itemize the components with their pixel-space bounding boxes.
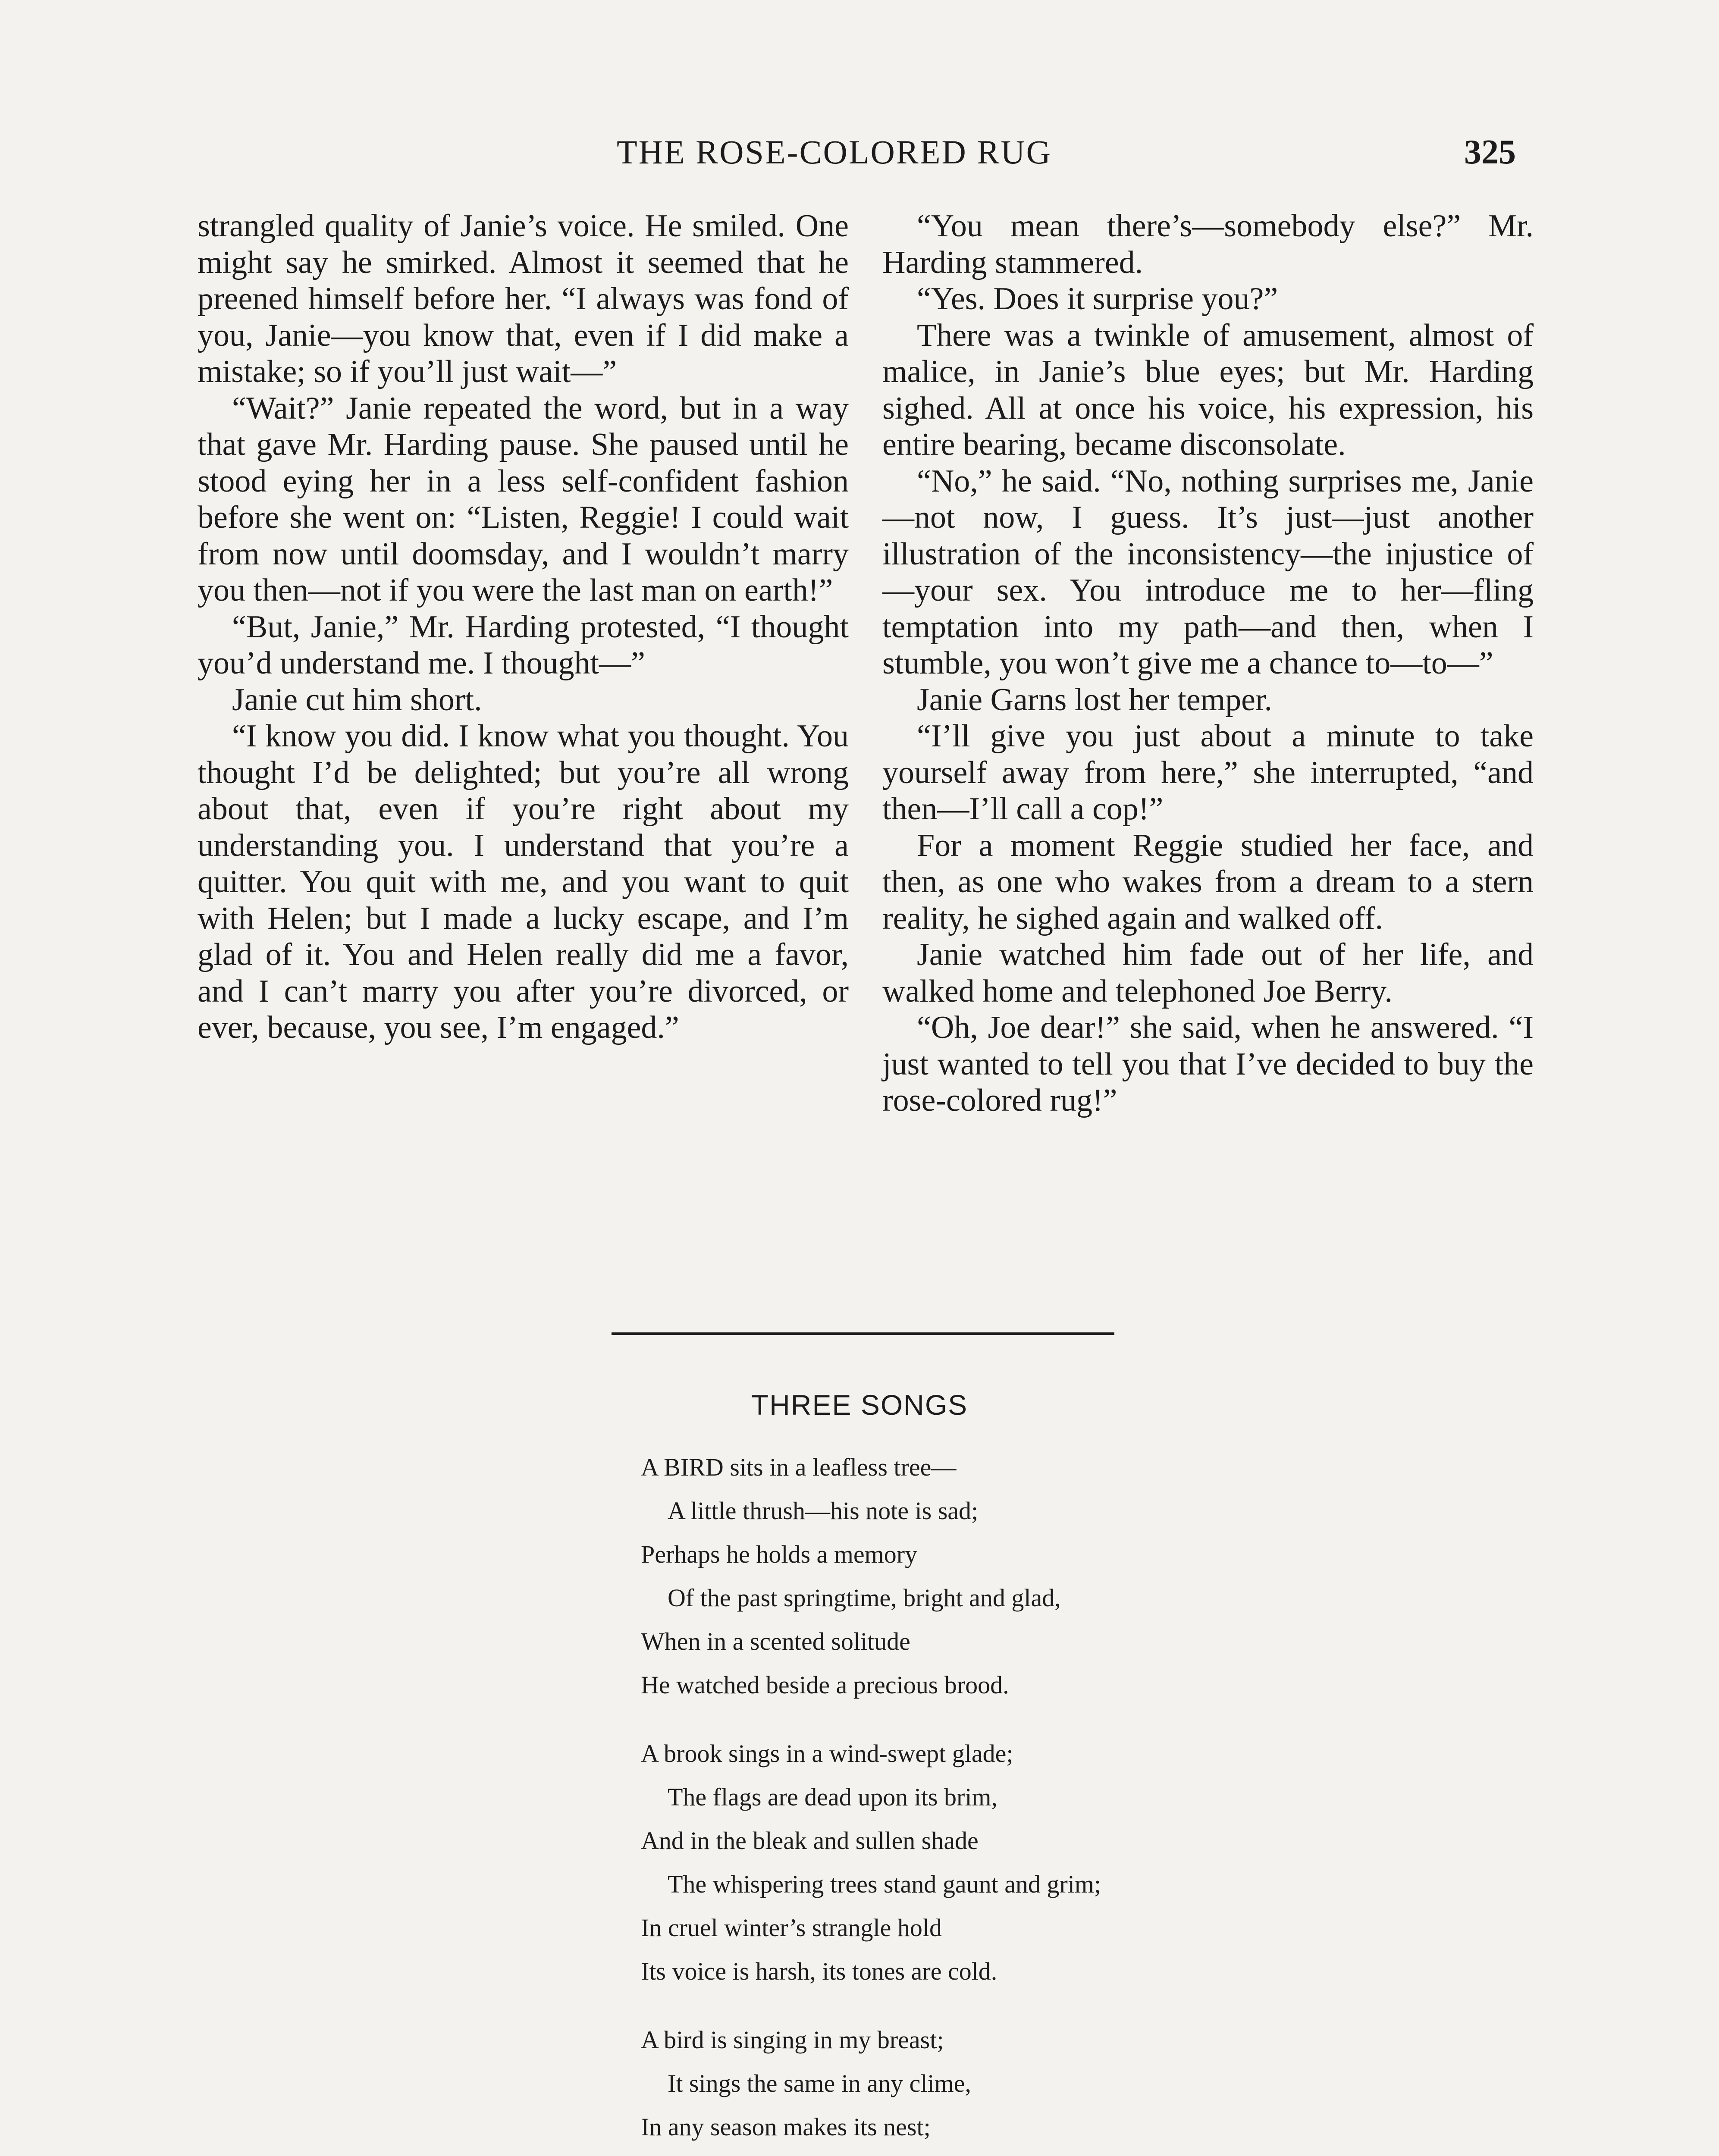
poem-line: Of the past springtime, bright and glad, (668, 1584, 1061, 1612)
running-title: THE ROSE-COLORED RUG (617, 133, 1052, 171)
poem-line: A BIRD sits in a leafless tree— (641, 1453, 957, 1481)
poem-stanza (641, 1732, 1374, 1993)
paragraph: “No,” he said. “No, nothing surprises me, Janie—not now, I guess. It’s just—just another illustration of the inconsistency—the injustice of—your sex. You introduce me to her—fling temptation into my path—and then, when I stumble, you won’t give me a chance to—to—” (882, 463, 1534, 681)
poem-line: In cruel winter’s strangle hold (641, 1914, 942, 1942)
paragraph: “But, Janie,” Mr. Harding protested, “I thought you’d understand me. I thought—” (198, 609, 849, 681)
poem-line: When in a scented solitude (641, 1627, 910, 1655)
paragraph: Janie Garns lost her temper. (917, 682, 1273, 718)
poem-line: Its voice is harsh, its tones are cold. (641, 1957, 998, 1985)
poem-line: A brook sings in a wind-swept glade; (641, 1739, 1013, 1767)
poem (641, 1445, 1374, 2156)
poem-stanza (641, 1445, 1374, 1707)
poem-line: A little thrush—his note is sad; (668, 1497, 979, 1525)
story-column-right (882, 208, 1534, 1119)
paragraph: “Yes. Does it surprise you?” (917, 281, 1278, 317)
story-column-left (198, 208, 849, 1046)
paragraph: “I’ll give you just about a minute to take yourself away from here,” she interrupted, “and then—I’ll call a cop!” (882, 718, 1534, 827)
poem-line: It sings the same in any clime, (668, 2069, 971, 2097)
poem-line (641, 2149, 1374, 2156)
poem-line: Perhaps he holds a memory (641, 1540, 918, 1568)
poem-stanza (641, 2018, 1374, 2156)
paragraph: There was a twinkle of amusement, almost of malice, in Janie’s blue eyes; but Mr. Harding sighed. All at once his voice, his expression, his entire bearing, became disconsolate. (882, 317, 1534, 462)
paragraph: For a moment Reggie studied her face, and then, as one who wakes from a dream to a stern reality, he sighed again and walked off. (882, 827, 1534, 936)
paragraph: “Wait?” Janie repeated the word, but in a way that gave Mr. Harding pause. She paused until he stood eying her in a less self-confident fashion before she went on: “Listen, Reggie! I could wait from now until doomsday, and I wouldn’t marry you then—not if you were the last man on earth!” (198, 390, 849, 608)
poem-title: THREE SONGS (751, 1389, 968, 1421)
paragraph: “I know you did. I know what you thought. You thought I’d be delighted; but you’re all wrong about that, even if you’re right about my understanding you. I understand that you’re a quitter. You quit with me, and you want to quit with Helen; but I made a lucky escape, and I’m glad of it. You and Helen really did me a favor, and I can’t marry you after you’re divorced, or ever, because, you see, I’m engaged.” (198, 718, 849, 1045)
paragraph: Janie cut him short. (232, 682, 482, 718)
page-header (0, 133, 1719, 180)
poem-line: The whispering trees stand gaunt and grim; (668, 1870, 1101, 1898)
paragraph: strangled quality of Janie’s voice. He smiled. One might say he smirked. Almost it seemed that he preened himself before her. “I always was fond of you, Janie—you know that, even if I did make a mistake; so if you’ll just wait—” (198, 208, 849, 389)
paragraph: “Oh, Joe dear!” she said, when he answered. “I just wanted to tell you that I’ve decided to buy the rose-colored rug!” (882, 1010, 1534, 1118)
paragraph: “You mean there’s—somebody else?” Mr. Harding stammered. (882, 208, 1534, 280)
section-divider (612, 1332, 1114, 1335)
poem-line: The flags are dead upon its brim, (668, 1783, 998, 1811)
paragraph: Janie watched him fade out of her life, and walked home and telephoned Joe Berry. (882, 937, 1534, 1009)
poem-line: And in the bleak and sullen shade (641, 1827, 979, 1855)
page-number: 325 (1464, 133, 1516, 171)
poem-line: In any season makes its nest; (641, 2113, 931, 2141)
poem-line: A bird is singing in my breast; (641, 2026, 944, 2054)
poem-line: He watched beside a precious brood. (641, 1671, 1009, 1699)
